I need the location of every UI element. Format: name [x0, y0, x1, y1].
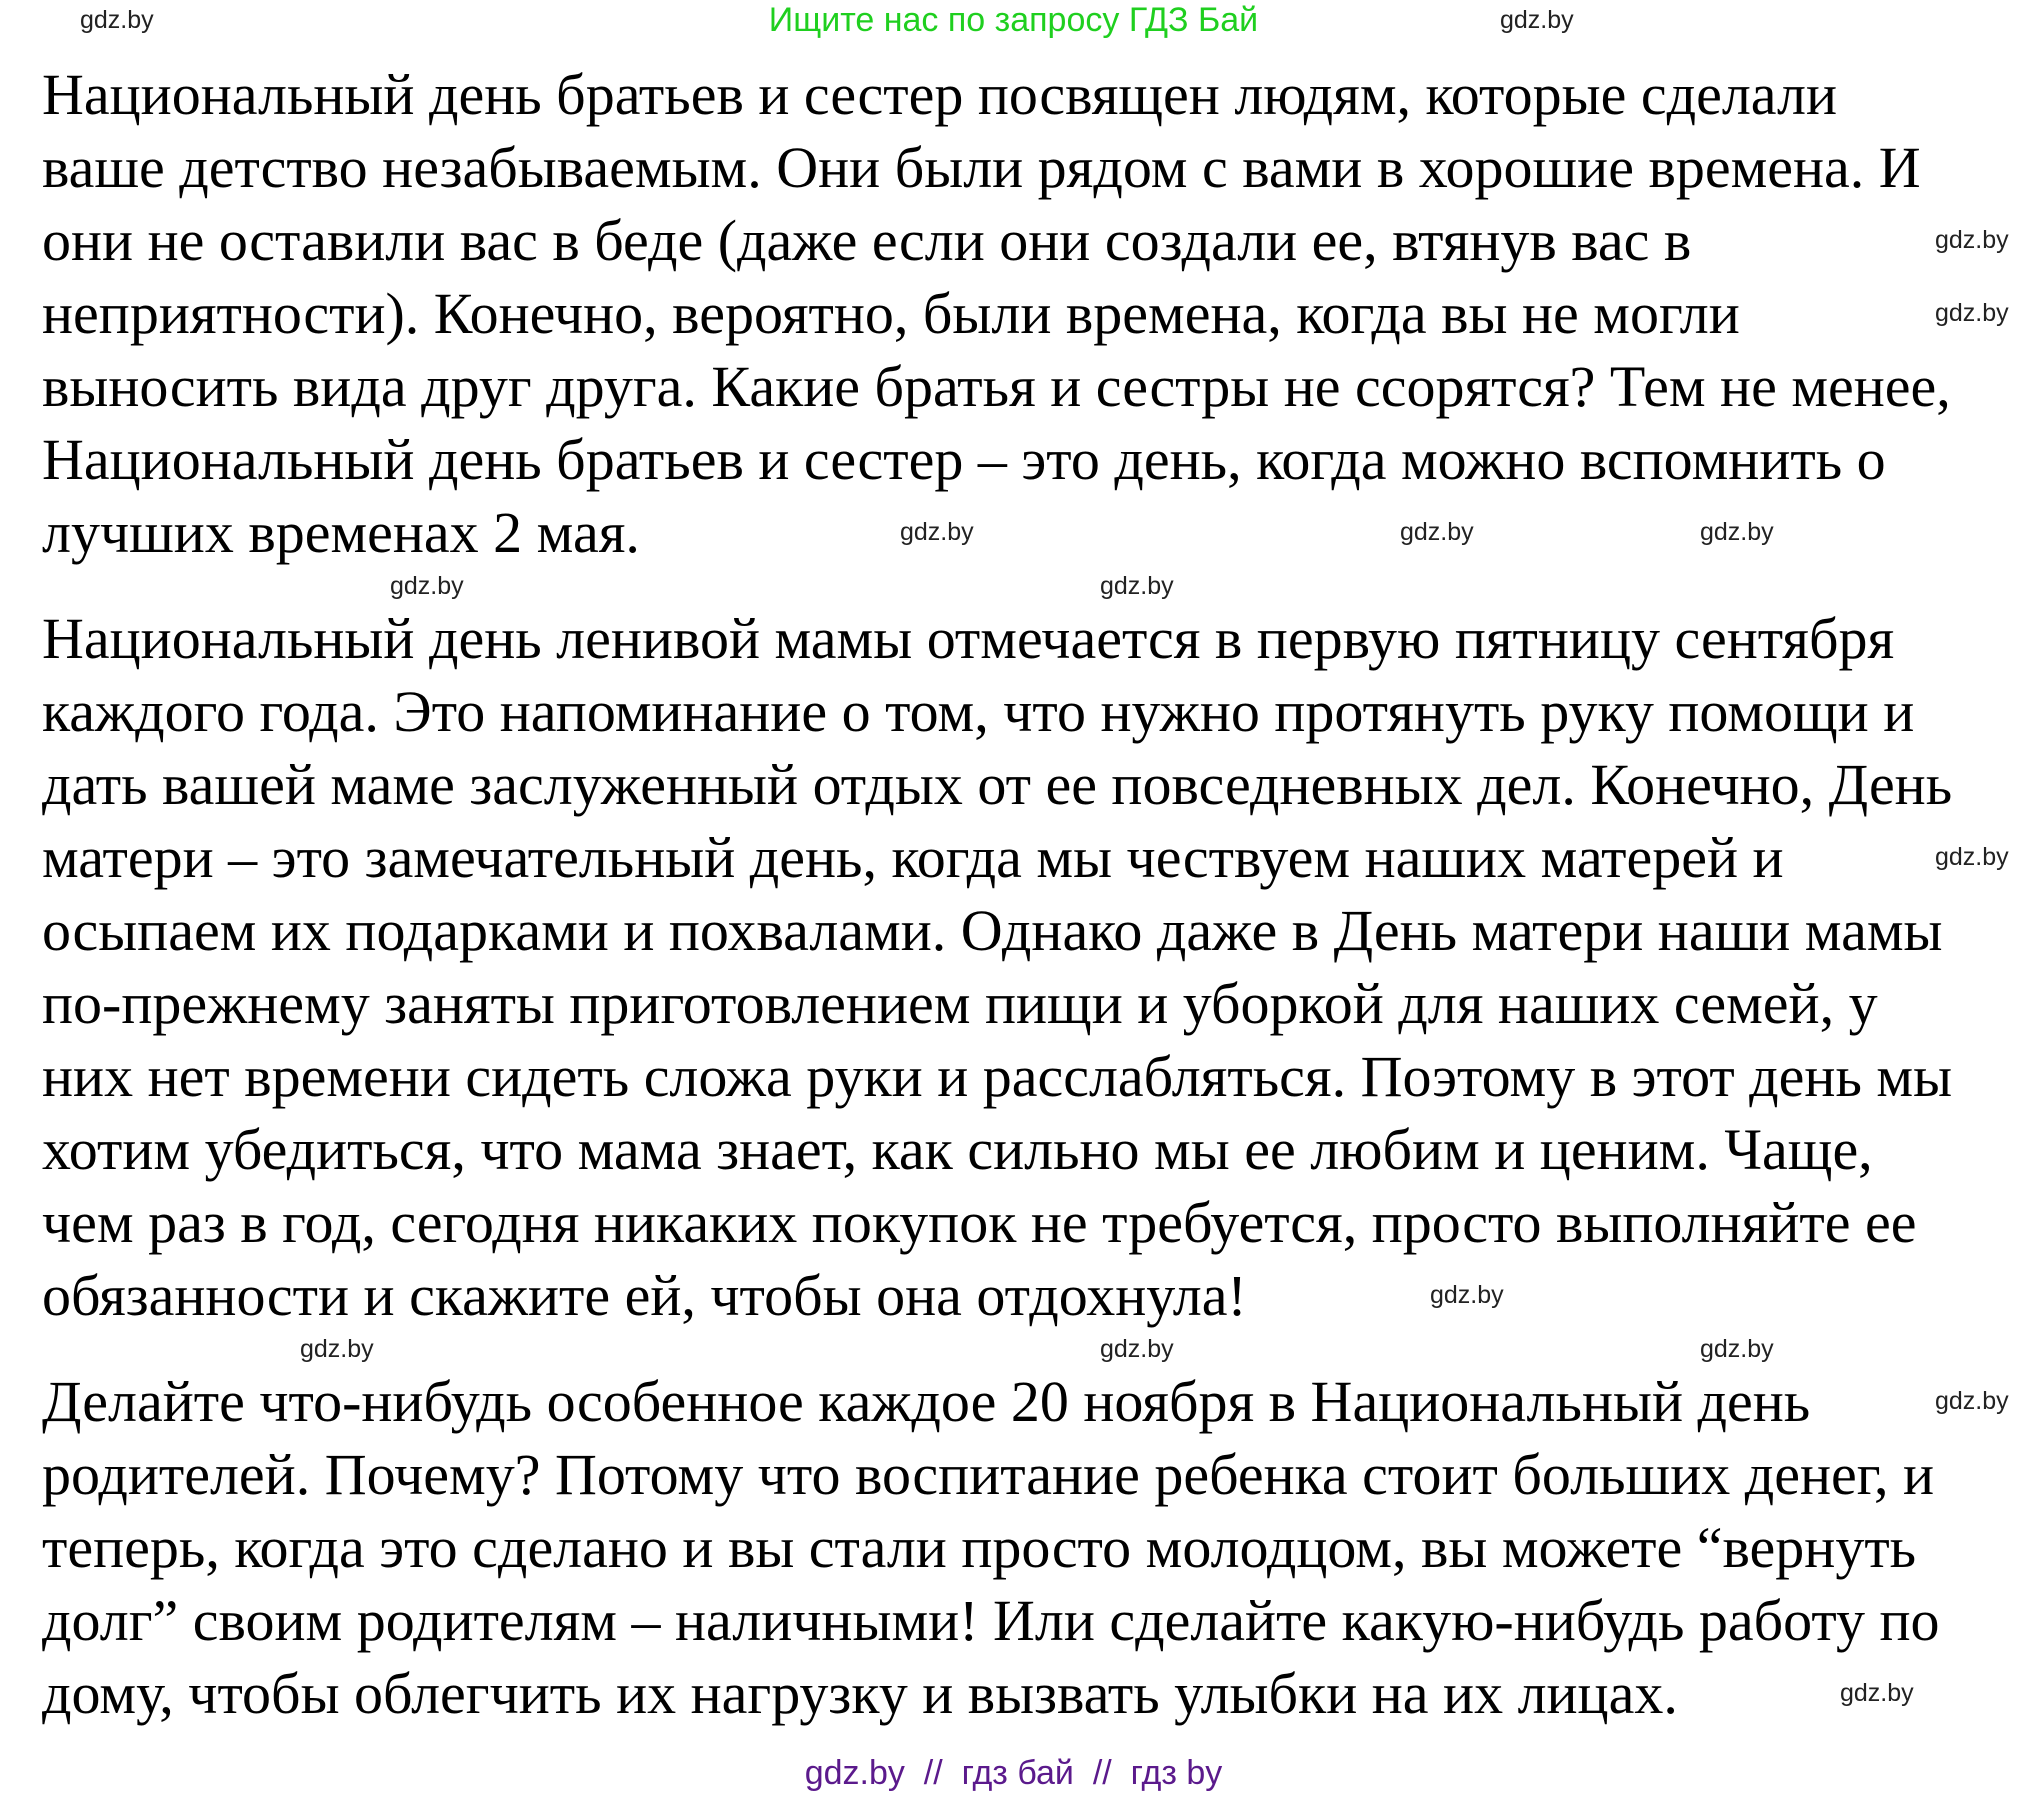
- watermark: gdz.by: [1935, 299, 2009, 327]
- text-line: дому, чтобы облегчить их нагрузку и вызвать улыбки на их лицах.: [42, 1661, 1678, 1726]
- watermark: gdz.by: [1840, 1679, 1914, 1707]
- footer-links: gdz.by // гдз бай // гдз by: [804, 1754, 1223, 1792]
- paragraph: [42, 58, 1952, 569]
- watermark: gdz.by: [1430, 1281, 1504, 1309]
- text-line: Национальный день братьев и сестер – это день, когда можно вспомнить о: [42, 427, 1886, 492]
- text-line: Национальный день ленивой мамы отмечается в первую пятницу сентября: [42, 606, 1895, 671]
- watermark: gdz.by: [1500, 6, 1574, 34]
- watermark: gdz.by: [80, 6, 154, 34]
- watermark: gdz.by: [1400, 518, 1474, 546]
- watermark: gdz.by: [1700, 1335, 1774, 1363]
- paragraph: [42, 602, 1952, 1332]
- text-line: чем раз в год, сегодня никаких покупок не требуется, просто выполняйте ее: [42, 1190, 1917, 1255]
- watermark: gdz.by: [1100, 1335, 1174, 1363]
- watermark: gdz.by: [390, 572, 464, 600]
- text-line: родителей. Почему? Потому что воспитание ребенка стоит больших денег, и: [42, 1442, 1935, 1507]
- text-line: ваше детство незабываемым. Они были рядом с вами в хорошие времена. И: [42, 135, 1921, 200]
- text-line: матери – это замечательный день, когда мы чествуем наших матерей и: [42, 825, 1784, 890]
- text-line: Национальный день братьев и сестер посвящен людям, которые сделали: [42, 62, 1837, 127]
- text-line: осыпаем их подарками и похвалами. Однако даже в День матери наши мамы: [42, 898, 1943, 963]
- text-line: они не оставили вас в беде (даже если они создали ее, втянув вас в: [42, 208, 1692, 273]
- text-line: каждого года. Это напоминание о том, что нужно протянуть руку помощи и: [42, 679, 1915, 744]
- watermark: gdz.by: [1935, 843, 2009, 871]
- watermark: gdz.by: [1935, 1387, 2009, 1415]
- paragraph: [42, 1365, 1952, 1730]
- search-hint-header: Ищите нас по запросу ГДЗ Бай: [768, 1, 1259, 39]
- watermark: gdz.by: [1935, 226, 2009, 254]
- text-line: лучших временах 2 мая.: [42, 500, 640, 565]
- text-line: дать вашей маме заслуженный отдых от ее повседневных дел. Конечно, День: [42, 752, 1953, 817]
- text-line: них нет времени сидеть сложа руки и расслабляться. Поэтому в этот день мы: [42, 1044, 1953, 1109]
- document-body: [42, 58, 1952, 1763]
- text-line: долг” своим родителям – наличными! Или сделайте какую-нибудь работу по: [42, 1588, 1940, 1653]
- text-line: неприятности). Конечно, вероятно, были времена, когда вы не могли: [42, 281, 1740, 346]
- text-line: Делайте что-нибудь особенное каждое 20 ноября в Национальный день: [42, 1369, 1811, 1434]
- watermark: gdz.by: [900, 518, 974, 546]
- text-line: выносить вида друг друга. Какие братья и сестры не ссорятся? Тем не менее,: [42, 354, 1951, 419]
- text-line: хотим убедиться, что мама знает, как сильно мы ее любим и ценим. Чаще,: [42, 1117, 1873, 1182]
- watermark: gdz.by: [300, 1335, 374, 1363]
- text-line: обязанности и скажите ей, чтобы она отдохнула!: [42, 1263, 1247, 1328]
- watermark: gdz.by: [1100, 572, 1174, 600]
- text-line: по-прежнему заняты приготовлением пищи и уборкой для наших семей, у: [42, 971, 1878, 1036]
- watermark: gdz.by: [1700, 518, 1774, 546]
- text-line: теперь, когда это сделано и вы стали просто молодцом, вы можете “вернуть: [42, 1515, 1917, 1580]
